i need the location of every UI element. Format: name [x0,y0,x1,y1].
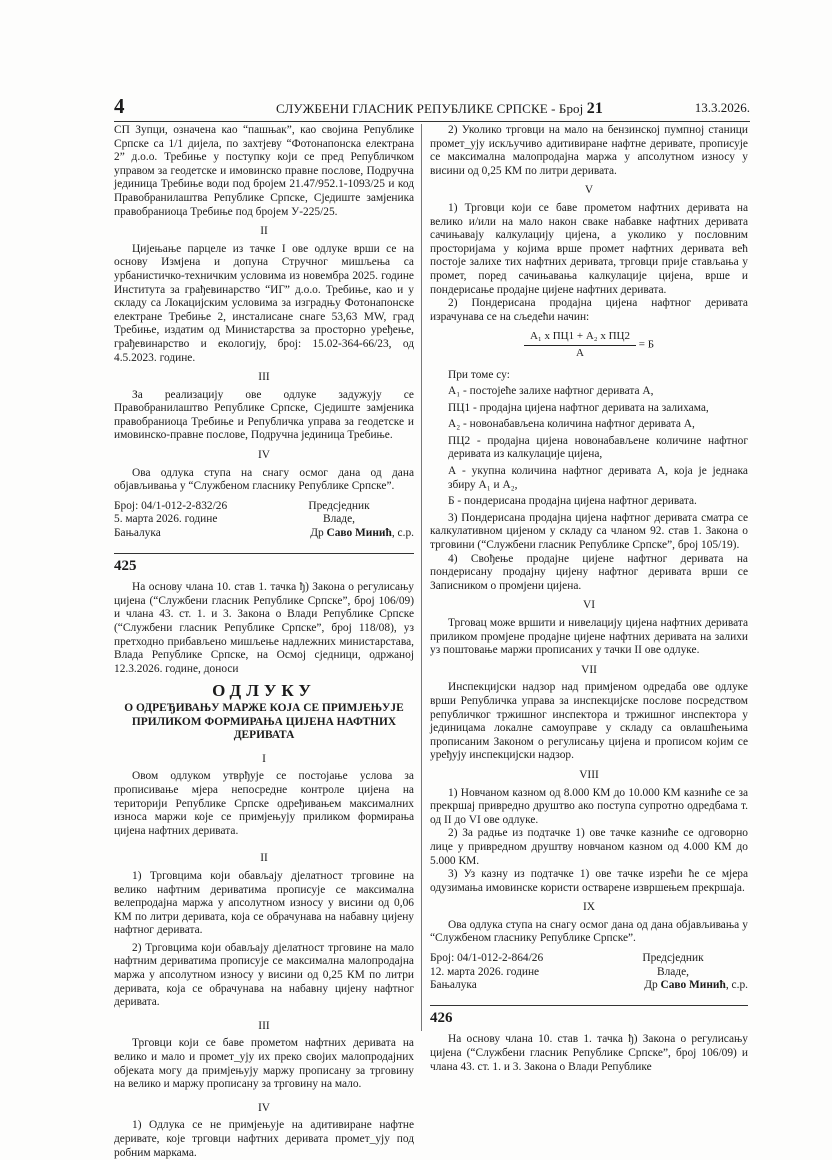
reference-place: Бањалука [430,979,477,992]
paragraph: 1) Трговци који се баве прометом нафтних деривата на велико и/или на мало након сваке набавке нафтних деривата сачињавају калкулацију цијена, а уколико у пословним просторијама у којима врше промет нафтних деривата већ постоје залихе тих нафтних деривата, трговци прије стављања у промет, поред сачињавања калкулације цијена, врше и пондерисање продајне цијене нафтних деривата. [430,201,748,296]
act-number: 426 [430,1005,748,1026]
name-suffix: , с.р. [725,979,748,992]
paragraph: 2) За радње из подтачке 1) ове тачке казниће се одговорно лице у привредном друштву новчаном казном од 4.000 КМ до 5.000 КМ. [430,827,748,867]
definitions-intro: При томе су: [448,368,510,381]
journal-title [276,100,603,118]
paragraph: 2) Трговцима који обављају дјелатност трговине на мало нафтним дериватима прописује се максимална малопродајна маржа у апсолутном износу у висини од 0,25 КМ по литри деривата, која се обрачунава на набавну цијену нафтног деривата. [114,941,414,1009]
paragraph: Ова одлука ступа на снагу осмог дана од дана објављивања у “Службеном гласнику Републике Српске”. [430,918,748,945]
paragraph: Инспекцијски надзор над примјеном одредаба ове одлуке врши Републичка управа за инспекцијске послове посредством републичког тржишног инспектора и тржишног инспектора у јединицама локалне самоуправе у складу са овлашћењима прописаним Законом о регулисању цијена и прописом којим се уређују инспекцијски надзор. [430,681,748,762]
signature-reference [430,952,580,993]
signatory-role: Предсједник [642,952,704,965]
name-prefix: Др [644,979,658,992]
paragraph: За реализацију ове одлуке задужују се Правобранилаштво Републике Српске, Сједиште замјеника правобраниоца Требиње и Републичка управа за геодетске и имовинско-правне послове, Подручна јединица Требиње. [114,388,414,442]
formula-denominator: A [576,346,584,359]
paragraph: Ова одлука ступа на снагу осмог дана од дана објављивања у “Службеном гласнику Републике Српске”. [114,466,414,493]
signatory-body: Владе, [322,513,356,526]
decision-subtitle: О ОДРЕЂИВАЊУ МАРЖЕ КОЈА СЕ ПРИМЈЕЊУЈЕ ПРИЛИКОМ ФОРМИРАЊА ЦИЈЕНА НАФТНИХ ДЕРИВАТА [124,701,404,742]
reference-place: Бањалука [114,527,161,540]
signatory-body: Владе, [656,965,690,978]
signatory-name: Саво Минић [326,527,392,540]
section-number: I [262,752,266,765]
signatory-name: Саво Минић [660,979,726,992]
left-column [114,124,414,1160]
signatory-name-line [598,979,748,993]
signature-reference [114,500,264,541]
paragraph: Трговци који се баве прометом нафтних деривата на велико и мало и промет_ују их преко својих малопродајних објеката могу да примјењују маржу прописану за трговину на велико и маржу прописану за трговину на мало. [114,1037,414,1091]
signatory [264,500,414,541]
definition-item: А - укупна количина нафтног деривата А, која је једнака збиру A₁ и A₂, [448,465,748,491]
definition-item: Б - пондерисана продајна цијена нафтног деривата. [448,495,697,508]
section-number: III [258,1019,270,1032]
name-suffix: , с.р. [391,527,414,540]
definition-item: ПЦ2 - продајна цијена новонабављене количине нафтног деривата из калкулације цијена, [448,434,748,461]
reference-number: Број: 04/1-012-2-832/26 [114,499,228,512]
paragraph: 2) Пондерисана продајна цијена нафтног деривата израчунава се на сљедећи начин: [430,297,748,323]
column-divider [421,124,422,1031]
section-number: VIII [579,768,599,781]
issue-number: 21 [586,100,603,117]
paragraph: 2) Уколико трговци на мало на бензинској пумпној станици промет_ују искључиво адитивиране нафтне деривате, прописује се максимална малопродајна маржа у апсолутном износу у висини од 0,25 КМ по литри деривата. [430,124,748,177]
right-column [430,124,748,1074]
issue-date: 13.3.2026. [694,100,750,115]
section-number: VII [581,663,597,676]
reference-date: 5. марта 2026. године [114,513,218,526]
definition-item: A₂ - новонабављена количина нафтног деривата А, [448,418,695,431]
section-number: IV [257,1101,271,1114]
paragraph: Овом одлуком утврђује се постојање услова за прописивање мјера непосредне контроле цијена на територији Републике Српске одређивањем максималних износа маржи које се примјењују приликом формирања цијена нафтних деривата. [114,770,414,837]
weighted-price-formula [430,330,748,360]
definition-item: A₁ - постојеће залихе нафтног деривата А, [448,385,654,398]
paragraph: 1) Новчаном казном од 8.000 КМ до 10.000 КМ казниће се за прекршај привредно друштво ако поступа супротно одредбама т. од II до VI ове одлуке. [430,786,748,826]
reference-date: 12. марта 2026. године [430,965,540,978]
signatory-name-line [264,527,414,541]
section-number: IX [582,901,596,914]
paragraph: 3) Уз казну из подтачке 1) ове тачке изрећи ће се мјера одузимања имовинске користи остварене извршењем прекршаја. [430,868,748,894]
formula-numerator: A₁ x ПЦ1 + A₂ x ПЦ2 [524,330,636,346]
signature-block [430,952,748,993]
definition-item: ПЦ1 - продајна цијена нафтног деривата на залихама, [448,401,709,414]
section-number: VI [582,599,596,612]
paragraph: СП Зупци, означена као “пашњак”, као својина Републике Српске са 1/1 дијела, по захтјеву “Фотонапонска електрана 2” д.о.о. Требиње у поступку који се пред Републичком управом за геодетске и имовинско правне послове, Подручна јединица Требиње води под бројем 21.47/952.1-1093/25 и код Правобранилаштва Републике Српске, Сједиште замјеника правобраниоца Требиње под бројем У-225/25. [114,124,414,218]
page-header [114,94,750,120]
preamble: На основу члана 10. став 1. тачка ђ) Закона о регулисању цијена (“Службени гласник Републике Српске”, број 106/09) и члана 43. ст. 1. и 3. Закона о Влади Републике [430,1033,748,1073]
formula-fraction [524,330,636,360]
preamble: На основу члана 10. став 1. тачка ђ) Закона о регулисању цијена (“Службени гласник Републике Српске”, број 106/09) и члана 43. ст. 1. и 3. Закона о Влади Републике Српске (“Службени гласник Републике Српске”, број 118/08), уз претходно прибављено мишљење надлежних министарстава, Влада Републике Српске, на Осмој сједници, одржаној 12.3.2026. године, доноси [114,581,414,675]
section-number: III [258,371,270,384]
signature-block [114,500,414,541]
header-rule [114,121,750,122]
section-number: II [260,852,268,865]
definitions-list [430,385,748,509]
signatory [598,952,748,993]
paragraph: 1) Трговцима који обављају дјелатност трговине на велико нафтним дериватима прописује се максимална велепродајна маржа у апсолутном износу у висини од 0,06 КМ по литри деривата, која се обрачунава на набавну цијену нафтног деривата. [114,869,414,937]
decision-title: ОДЛУКУ [212,681,316,701]
paragraph: Трговац може вршити и нивелацију цијена нафтних деривата приликом промјене продајне цијене нафтних деривата на залихи уз поштовање маржи прописаних у тачки II ове одлуке. [430,617,748,657]
paragraph: 4) Свођење продајне цијене нафтног деривата на пондерисану продајну цијену нафтног деривата врши се Записником о промјени цијена. [430,552,748,592]
journal-name: СЛУЖБЕНИ ГЛАСНИК РЕПУБЛИКЕ СРПСКЕ - Број [276,101,584,116]
name-prefix: Др [310,527,324,540]
act-number: 425 [114,553,414,574]
section-number: IV [257,449,271,462]
paragraph: Цијењање парцеле из тачке I ове одлуке врши се на основу Измјена и допуна Стручног мишљења са урбанистичко-техничким условима из новембра 2025. године Института за грађевинарство “ИГ” д.о.о. Требиње, као и у складу са Локацијским условима за изградњу Фотонапонске електране Требиње 2, инсталисане снаге 53,63 MW, град Требиње, издатим од Министарства за просторно уређење, грађевинарство и екологију, број: 15.02-364-66/23, од 4.5.2023. године. [114,242,414,364]
section-number: II [260,225,268,238]
page-number: 4 [114,94,125,118]
paragraph: 3) Пондерисана продајна цијена нафтног деривата сматра се калкулативном цијеном у складу са чланом 92. став 1. Закона о трговини (“Службени гласник Републике Српске”, број 105/19). [430,511,748,552]
signatory-role: Предсједник [308,499,370,512]
reference-number: Број: 04/1-012-2-864/26 [430,952,544,965]
section-number: V [584,184,594,197]
paragraph: 1) Одлука се не примјењује на адитивиране нафтне деривате, које трговци нафтних деривата промет_ују под робним маркама. [114,1119,414,1159]
formula-result: = Б [638,338,655,351]
